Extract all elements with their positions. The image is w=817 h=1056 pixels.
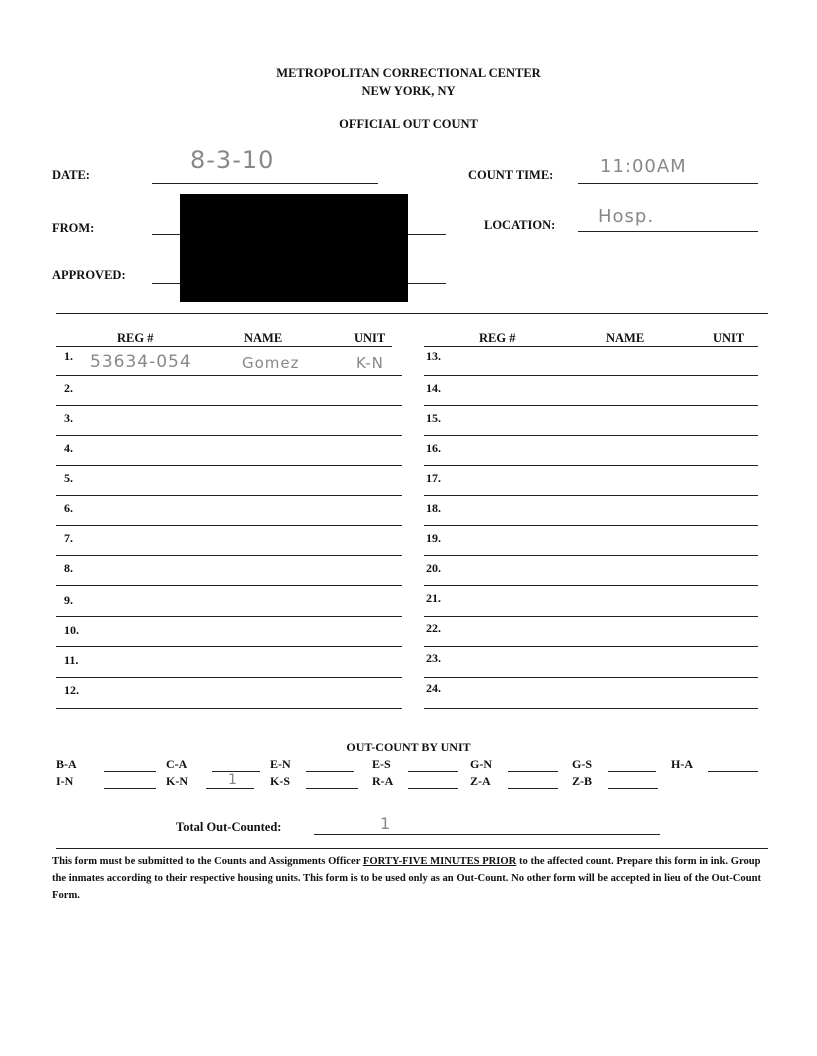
unit-code: R-A [372, 774, 394, 788]
row-number: 9. [64, 593, 73, 607]
row-rule [424, 646, 758, 647]
unit-blank [508, 771, 558, 772]
row-number: 23. [426, 651, 441, 665]
row-number: 15. [426, 411, 441, 425]
row-number: 6. [64, 501, 73, 515]
row-number: 2. [64, 381, 73, 395]
row-rule [424, 405, 758, 406]
row-number: 22. [426, 621, 441, 635]
right-unit-header: UNIT [713, 331, 745, 345]
outcount-title: OUT-COUNT BY UNIT [346, 740, 471, 754]
row-number: 13. [426, 349, 441, 363]
row-number: 11. [64, 653, 79, 667]
unit-blank [306, 771, 354, 772]
unit-blank [104, 771, 156, 772]
total-line [314, 834, 660, 835]
row-number: 7. [64, 531, 73, 545]
unit-code: G-S [572, 757, 593, 771]
count-time-label: COUNT TIME: [468, 168, 554, 182]
from-label: FROM: [52, 221, 95, 235]
unit-code: H-A [671, 757, 693, 771]
section-divider [56, 313, 768, 314]
row-rule [56, 585, 402, 586]
approved-label: APPROVED: [52, 268, 126, 282]
row-rule [424, 465, 758, 466]
unit-blank [608, 788, 658, 789]
row-rule [56, 555, 402, 556]
unit-blank [408, 771, 458, 772]
unit-blank [608, 771, 656, 772]
unit-code: Z-A [470, 774, 491, 788]
row-rule [56, 375, 402, 376]
row-number: 10. [64, 623, 79, 637]
left-unit-header: UNIT [354, 331, 386, 345]
note-emphasis: FORTY-FIVE MINUTES PRIOR [362, 856, 517, 867]
row-number: 12. [64, 683, 79, 697]
note-part1: This form must be submitted to the Counts and Assignments Officer [52, 856, 363, 867]
left-header-rule [56, 346, 392, 347]
total-value: 1 [380, 814, 392, 833]
instructions-note [52, 853, 762, 904]
row-number: 8. [64, 561, 73, 575]
unit-blank [408, 788, 458, 789]
unit-code: B-A [56, 757, 77, 771]
left-name-header: NAME [244, 331, 283, 345]
location-line [578, 231, 758, 232]
row-rule [424, 495, 758, 496]
unit-code: I-N [56, 774, 74, 788]
unit-value: 1 [228, 772, 238, 788]
row-rule [56, 708, 402, 709]
redaction-block [180, 194, 408, 302]
row-number: 4. [64, 441, 73, 455]
date-value: 8-3-10 [190, 146, 275, 174]
row-number: 17. [426, 471, 441, 485]
row-rule [424, 375, 758, 376]
location-value: Hosp. [598, 206, 655, 227]
unit-blank [306, 788, 358, 789]
row-number: 20. [426, 561, 441, 575]
row-number: 16. [426, 441, 441, 455]
right-name-header: NAME [606, 331, 645, 345]
form-title: OFFICIAL OUT COUNT [339, 117, 478, 131]
row-number: 21. [426, 591, 441, 605]
row-rule [56, 405, 402, 406]
row-rule [424, 616, 758, 617]
unit-code: K-S [270, 774, 291, 788]
unit-blank [206, 788, 254, 789]
row-rule [424, 708, 758, 709]
header-line1: METROPOLITAN CORRECTIONAL CENTER [276, 66, 541, 80]
date-line [152, 183, 378, 184]
location-label: LOCATION: [484, 218, 556, 232]
row-rule [56, 525, 402, 526]
row-rule [424, 435, 758, 436]
note-part2: to the affected count. Prepare this form in ink. Group the inmates according to their respective housing units. This form is to be used only as an Out-Count. No other form will be accepted in lieu of the Out-Count Form. [52, 856, 762, 901]
unit-code: C-A [166, 757, 188, 771]
row-rule [56, 677, 402, 678]
total-label: Total Out-Counted: [176, 820, 282, 834]
row-number: 1. [64, 349, 73, 363]
row-rule [424, 677, 758, 678]
row-rule [56, 616, 402, 617]
unit-code: Z-B [572, 774, 593, 788]
row-rule [56, 435, 402, 436]
row-rule [56, 465, 402, 466]
row-unit: K-N [356, 354, 384, 372]
footer-divider [56, 848, 768, 849]
row-rule [56, 495, 402, 496]
unit-code: G-N [470, 757, 492, 771]
right-reg-header: REG # [479, 331, 516, 345]
unit-blank [508, 788, 558, 789]
row-number: 5. [64, 471, 73, 485]
row-number: 24. [426, 681, 441, 695]
row-rule [424, 525, 758, 526]
right-header-rule [424, 346, 758, 347]
left-reg-header: REG # [117, 331, 154, 345]
row-number: 19. [426, 531, 441, 545]
unit-code: K-N [166, 774, 188, 788]
row-number: 18. [426, 501, 441, 515]
row-reg: 53634-054 [90, 352, 192, 372]
count-time-line [578, 183, 758, 184]
unit-blank [104, 788, 156, 789]
row-rule [56, 646, 402, 647]
count-time-value: 11:00AM [600, 156, 687, 177]
row-rule [424, 555, 758, 556]
date-label: DATE: [52, 168, 90, 182]
unit-code: E-N [270, 757, 291, 771]
row-name: Gomez [242, 354, 300, 372]
row-rule [424, 585, 758, 586]
unit-blank [708, 771, 758, 772]
unit-code: E-S [372, 757, 391, 771]
row-number: 3. [64, 411, 73, 425]
header-line2: NEW YORK, NY [361, 84, 456, 98]
row-number: 14. [426, 381, 441, 395]
